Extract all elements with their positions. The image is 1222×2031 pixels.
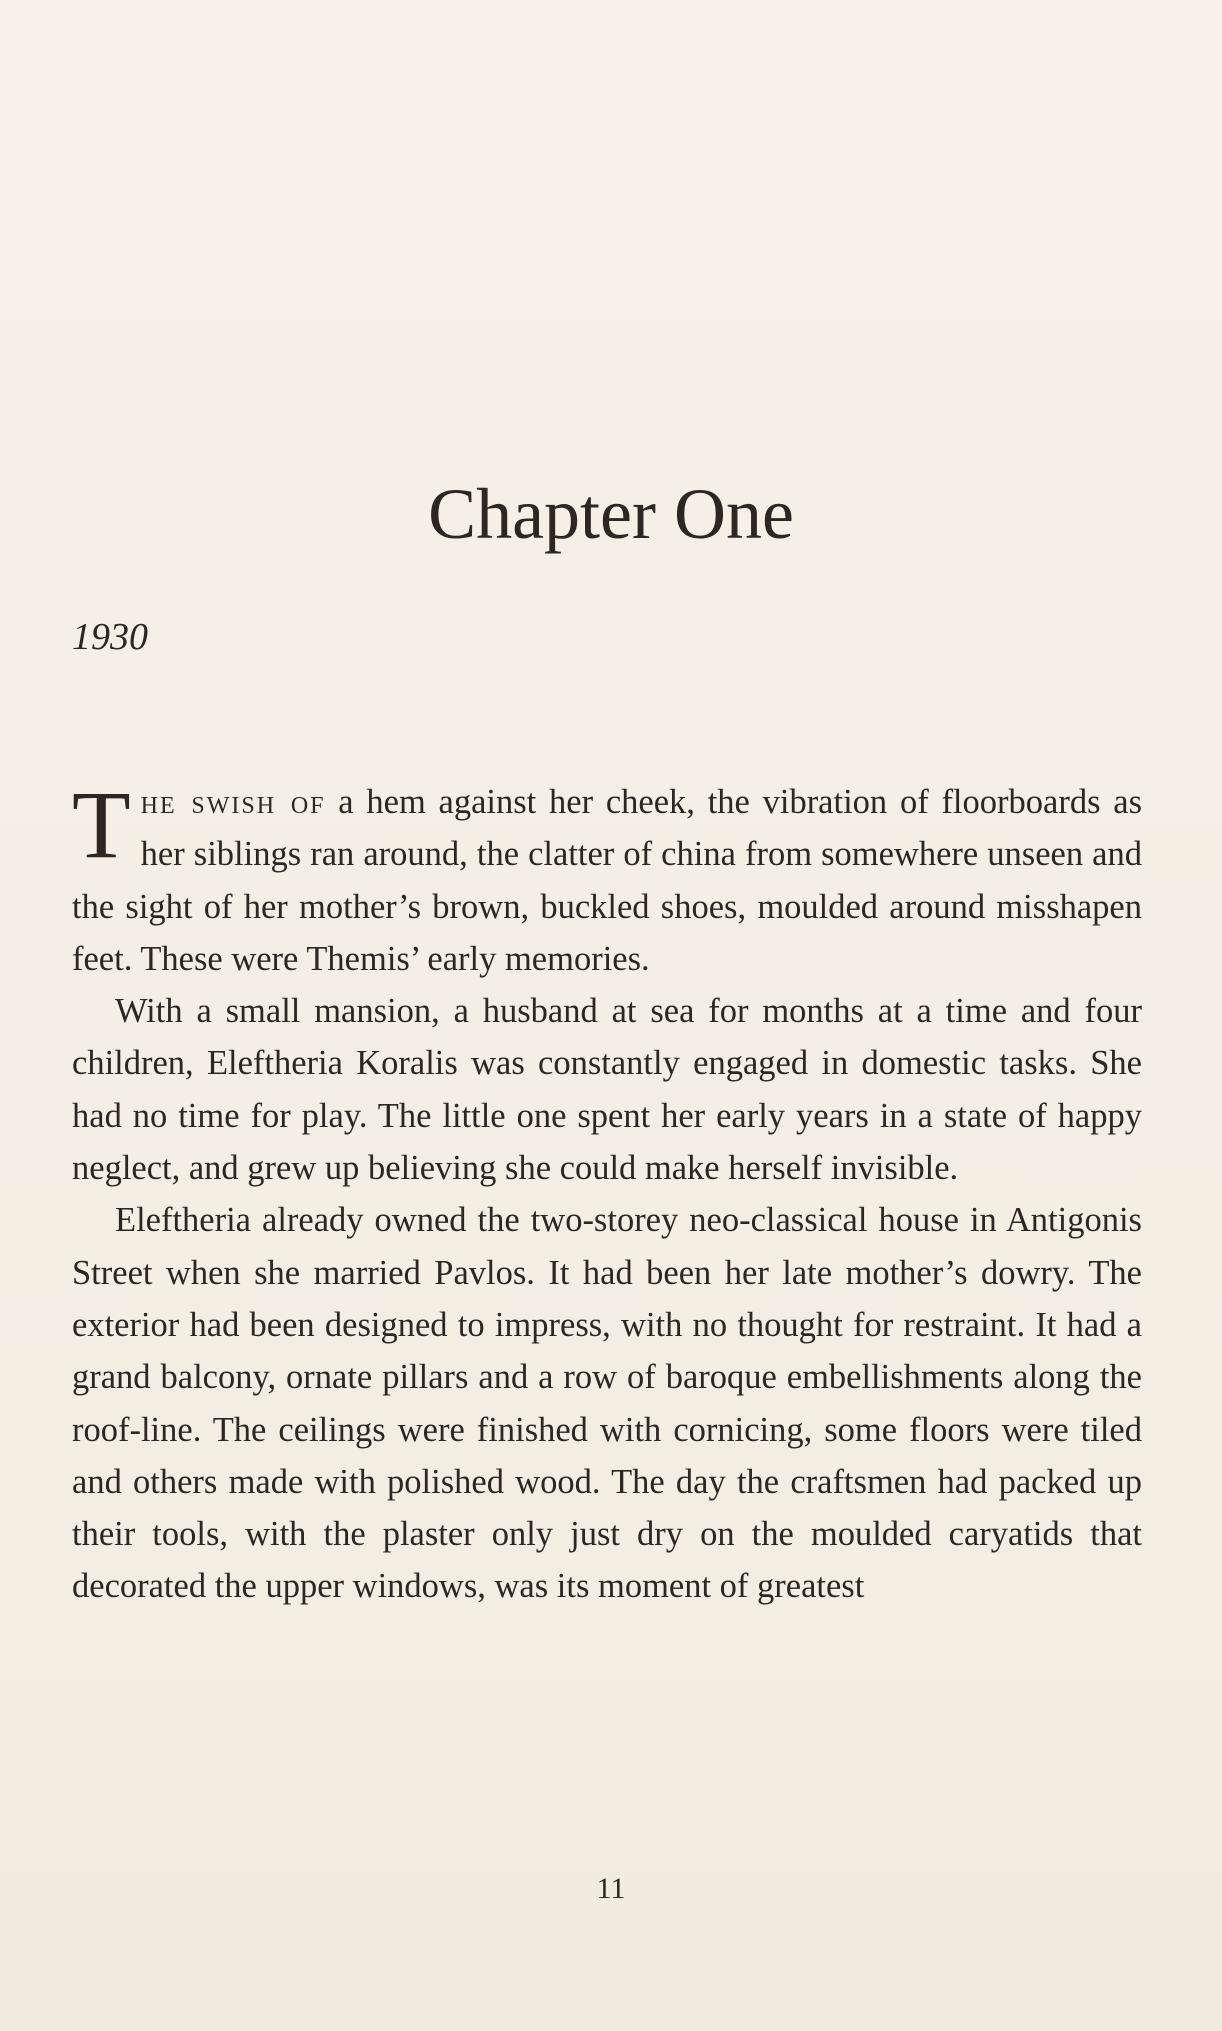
chapter-body [72, 771, 1142, 1613]
chapter-date: 1930 [72, 616, 148, 658]
paragraph-1-text: a hem against her cheek, the vibration of floorboards as her siblings ran around, the clatter of china from somewhere unseen and the sight of her mother’s brown, buckled shoes, moulded around misshapen feet. These were Themis’ early memories. [72, 783, 1142, 978]
opening-small-caps: he swish of [140, 783, 326, 821]
chapter-title: Chapter One [428, 474, 794, 554]
paragraph-3: Eleftheria already owned the two-storey neo-classical house in Antigonis Street when she married Pavlos. It had been her late mother’s dowry. The exterior had been designed to impress, with no thought for restraint. It had a grand balcony, ornate pillars and a row of baroque embellishments along the roof-line. The ceilings were finished with cornicing, some floors were tiled and others made with polished wood. The day the craftsmen had packed up their tools, with the plaster only just dry on the moulded caryatids that decorated the upper windows, was its moment of greatest [72, 1201, 1142, 1606]
paragraph-2: With a small mansion, a husband at sea for months at a time and four children, Eleftheria Koralis was constantly engaged in domestic tasks. She had no time for play. The little one spent her early years in a state of happy neglect, and grew up believing she could make herself invisible. [72, 992, 1142, 1188]
drop-cap: T [72, 771, 131, 878]
page-number: 11 [596, 1872, 626, 1905]
paragraph-1 [72, 771, 1142, 985]
